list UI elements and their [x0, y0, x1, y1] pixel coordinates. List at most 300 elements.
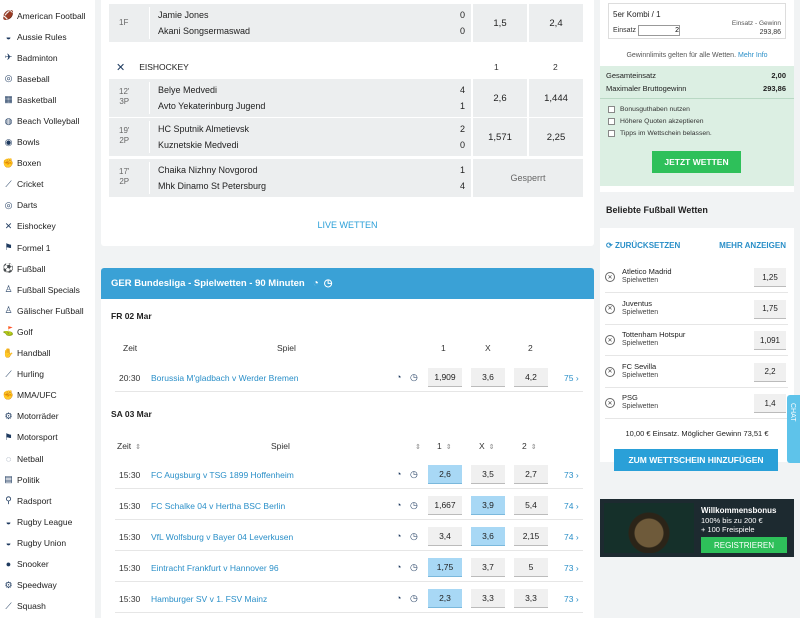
sports-sidebar	[0, 0, 95, 618]
sidebar-item[interactable]	[0, 47, 95, 68]
stats-icon[interactable]: ◔	[396, 372, 402, 382]
more-count: 73	[564, 563, 574, 573]
odd-button[interactable]: 2,6	[471, 79, 527, 117]
match-name-link[interactable]: Hamburger SV v 1. FSV Mainz	[151, 594, 268, 604]
sidebar-item[interactable]	[0, 237, 95, 258]
match-minute: 17'	[119, 167, 130, 176]
max-win-value: 293,86	[763, 84, 786, 93]
speedway-icon: ⚙	[4, 579, 13, 590]
odd-button[interactable]: 3,3	[514, 589, 548, 608]
total-stake-label: Gesamteinsatz	[606, 71, 657, 80]
team-row	[150, 23, 471, 39]
sidebar-item-label: Speedway	[17, 580, 57, 591]
live-event-time	[119, 126, 129, 146]
column-header-time: Zeit	[123, 343, 138, 353]
bowls-icon: ◉	[4, 136, 13, 147]
sidebar-item-label: Rugby League	[17, 516, 73, 527]
column-header-x[interactable]	[479, 441, 495, 451]
sidebar-item-label: Gälischer Fußball	[17, 305, 84, 316]
odd-button[interactable]: 1,571	[471, 118, 527, 156]
live-event-teams	[149, 162, 471, 194]
reset-label: ZURÜCKSETZEN	[614, 241, 681, 250]
sidebar-item-label: Baseball	[17, 73, 50, 84]
team-name: Kuznetskie Medvedi	[158, 140, 239, 150]
popular-summary: 10,00 € Einsatz. Möglicher Gewinn 73,51 €	[625, 429, 769, 438]
cycling-icon: ⚲	[5, 495, 12, 506]
politics-icon: ▤	[4, 474, 13, 485]
column-header-2: 2	[553, 62, 558, 72]
sidebar-item[interactable]	[0, 532, 95, 553]
football-specials-icon: ♙	[4, 284, 13, 295]
more-markets-link[interactable]	[564, 501, 579, 511]
more-info-link[interactable]: Mehr Info	[737, 52, 768, 59]
team-name: Avto Yekaterinburg Jugend	[158, 101, 266, 111]
odd-button[interactable]: 2,15	[514, 527, 548, 546]
limit-text: Gewinnlimits gelten für alle Wetten.	[626, 52, 737, 59]
stopwatch-icon[interactable]: ◷	[323, 278, 333, 289]
odd-button[interactable]: 1,75	[754, 300, 786, 319]
team-name: Akani Songsermaswad	[158, 26, 251, 36]
sidebar-item-label: Darts	[17, 200, 38, 211]
odd-button[interactable]: 3,9	[471, 496, 505, 515]
sidebar-item-label: Aussie Rules	[17, 31, 67, 42]
match-time: 15:30	[119, 532, 141, 542]
sidebar-item-label: Golf	[17, 326, 33, 337]
mma-icon: ✊	[2, 389, 15, 400]
stopwatch-icon[interactable]: ◷	[410, 562, 418, 572]
beach-volleyball-icon: ◍	[4, 115, 13, 126]
payout-value: 293,86	[759, 29, 781, 36]
pick-team: Juventus	[622, 298, 653, 308]
date-heading: SA 03 Mar	[111, 409, 152, 419]
sidebar-item[interactable]	[0, 596, 95, 617]
odd-button[interactable]: 2,25	[527, 118, 583, 156]
reset-button[interactable]	[606, 241, 680, 250]
sidebar-item[interactable]	[0, 132, 95, 153]
remove-icon[interactable]: ✕	[605, 335, 615, 345]
more-count: 74	[564, 532, 574, 542]
sidebar-item-label: Bowls	[17, 137, 40, 148]
squash-icon: ⟋	[5, 600, 12, 611]
show-more-button[interactable]: MEHR ANZEIGEN	[719, 241, 786, 250]
sidebar-item-label: Radsport	[17, 495, 52, 506]
stopwatch-icon[interactable]: ◷	[410, 469, 418, 479]
sidebar-item-label: Boxen	[17, 158, 42, 169]
column-label: 1	[437, 441, 442, 451]
netball-icon: ◌	[5, 453, 12, 464]
darts-icon: ◎	[4, 199, 13, 210]
live-event-time	[119, 167, 129, 187]
column-header-1[interactable]	[437, 441, 452, 451]
team-score: 0	[459, 26, 465, 36]
match-name-link[interactable]: FC Schalke 04 v Hertha BSC Berlin	[151, 501, 286, 511]
sort-icon[interactable]: ⇕	[445, 444, 452, 451]
section-label: EISHOCKEY	[139, 62, 189, 72]
popular-pick-row	[605, 294, 788, 325]
stake-input[interactable]	[638, 25, 680, 36]
match-time: 15:30	[119, 563, 141, 573]
boxing-icon: ✊	[2, 157, 15, 168]
odd-button[interactable]: 5,4	[514, 496, 548, 515]
divider	[600, 98, 794, 99]
roulette-image	[604, 503, 694, 553]
popular-pick-row	[605, 262, 788, 293]
basketball-icon: ▦	[4, 94, 13, 105]
sidebar-item-label: Politik	[17, 474, 40, 485]
popular-bets-title: Beliebte Fußball Wetten	[606, 205, 708, 215]
team-row	[150, 178, 471, 194]
team-score: 0	[459, 10, 465, 20]
live-event-teams	[149, 7, 471, 39]
stats-icon[interactable]: ◔	[396, 500, 402, 510]
live-event-group	[109, 118, 583, 156]
odd-button[interactable]: 3,6	[471, 527, 505, 546]
odd-button[interactable]: 1,25	[754, 268, 786, 287]
odd-button[interactable]: 2,6	[428, 465, 462, 484]
team-row	[150, 121, 471, 137]
team-row	[150, 98, 471, 114]
odd-button[interactable]: 2,3	[428, 589, 462, 608]
pick-team: Tottenham Hotspur	[622, 330, 686, 339]
sidebar-item[interactable]	[0, 5, 95, 26]
more-markets-link[interactable]	[564, 594, 579, 604]
team-name: Belye Medvedi	[158, 85, 218, 95]
column-label: X	[479, 441, 485, 451]
live-event-group	[109, 159, 583, 197]
remove-icon[interactable]: ✕	[605, 304, 615, 314]
snooker-icon: ●	[5, 558, 12, 569]
limit-note	[600, 52, 794, 59]
handball-icon: ✋	[2, 347, 15, 358]
live-event-teams	[149, 82, 471, 114]
sidebar-item[interactable]	[0, 448, 95, 469]
pick-market: Spielwetten	[622, 308, 659, 316]
team-name: HC Sputnik Almetievsk	[158, 124, 250, 134]
sidebar-item-label: Handball	[17, 348, 51, 359]
sidebar-item[interactable]	[0, 553, 95, 574]
team-row	[150, 82, 471, 98]
stats-icon[interactable]: ◔	[396, 593, 402, 603]
chat-tab-label: CHAT	[789, 403, 796, 422]
sidebar-item[interactable]	[0, 321, 95, 342]
stats-icon[interactable]: ◔	[396, 469, 402, 479]
rugby-league-icon: ◒	[5, 516, 12, 527]
sidebar-item[interactable]	[0, 343, 95, 364]
column-header-1: 1	[441, 343, 446, 353]
chevron-right-icon: ›	[575, 532, 579, 542]
column-header-game: Spiel	[277, 343, 296, 353]
option-keep-tips[interactable]	[608, 130, 712, 137]
sidebar-item-label: American Football	[17, 10, 86, 21]
sidebar-item[interactable]	[0, 68, 95, 89]
team-name: Chaika Nizhny Novgorod	[158, 165, 258, 175]
odd-button[interactable]: 3,5	[471, 465, 505, 484]
banner-line: 100% bis zu 200 €	[701, 516, 763, 525]
odd-button[interactable]: 3,3	[471, 589, 505, 608]
stopwatch-icon[interactable]: ◷	[410, 593, 418, 603]
more-count: 74	[564, 501, 574, 511]
match-name-link[interactable]: VfL Wolfsburg v Bayer 04 Leverkusen	[151, 532, 294, 542]
stake-label: Einsatz	[613, 27, 636, 34]
column-label: Zeit	[117, 441, 132, 451]
match-row	[115, 523, 583, 551]
sidebar-item-label: Squash	[17, 601, 46, 612]
team-score: 4	[459, 85, 465, 95]
option-higher-odds[interactable]	[608, 118, 704, 125]
pick-market: Spielwetten	[622, 340, 659, 347]
live-events-panel	[101, 0, 594, 246]
column-header-game: Spiel	[271, 441, 290, 451]
odd-button[interactable]: 3,4	[428, 527, 462, 546]
more-count: 73	[564, 594, 574, 604]
add-to-betslip-button[interactable]: ZUM WETTSCHEIN HINZUFÜGEN	[614, 449, 778, 471]
more-markets-link[interactable]	[564, 532, 579, 542]
sidebar-item-label: Rugby Union	[17, 537, 67, 548]
odd-button[interactable]: 2,2	[754, 363, 786, 382]
live-event-time	[119, 87, 129, 107]
more-markets-link[interactable]	[564, 373, 579, 383]
pick-team: PSG	[622, 393, 638, 402]
more-count: 75	[564, 373, 574, 383]
match-row	[115, 585, 583, 613]
checkbox[interactable]	[608, 118, 615, 125]
gaelic-football-icon: ♙	[4, 305, 13, 316]
sidebar-item[interactable]	[0, 174, 95, 195]
sidebar-item[interactable]	[0, 406, 95, 427]
popular-controls	[606, 241, 786, 250]
column-header-2: 2	[528, 343, 533, 353]
match-time: 20:30	[119, 373, 141, 383]
sort-icon[interactable]: ⇕	[488, 444, 495, 451]
team-row	[150, 162, 471, 178]
rugby-union-icon: ◒	[5, 537, 12, 548]
match-period: 3P	[119, 97, 130, 106]
live-event-group	[109, 79, 583, 117]
total-stake-value: 2,00	[771, 71, 786, 80]
hurling-icon: ⟋	[5, 368, 12, 379]
match-period: 2P	[119, 136, 130, 145]
sidebar-item[interactable]	[0, 110, 95, 131]
kombi-title: 5er Kombi / 1	[613, 10, 661, 19]
banner-line: + 100 Freispiele	[701, 525, 755, 534]
stake-row	[613, 25, 680, 36]
sidebar-item[interactable]	[0, 153, 95, 174]
bundesliga-title: GER Bundesliga - Spielwetten - 90 Minuten	[111, 278, 305, 289]
sidebar-item[interactable]	[0, 364, 95, 385]
more-markets-link[interactable]	[564, 563, 579, 573]
formula-one-icon: ⚑	[4, 242, 13, 253]
match-row	[115, 554, 583, 582]
max-win-row	[606, 84, 786, 93]
sort-icon[interactable]: ⇕	[415, 444, 421, 451]
stats-icon[interactable]: ◔	[312, 278, 319, 289]
match-row	[115, 492, 583, 520]
sidebar-item-label: Motorräder	[17, 411, 59, 422]
chevron-right-icon: ›	[575, 470, 579, 480]
banner-title: Willkommensbonus	[701, 506, 777, 515]
welcome-bonus-banner[interactable]	[600, 499, 794, 557]
place-bet-button[interactable]: JETZT WETTEN	[652, 151, 741, 173]
pick-team: Atletico Madrid	[622, 267, 672, 276]
sidebar-item-label: Basketball	[17, 94, 57, 105]
live-bets-link[interactable]: LIVE WETTEN	[317, 220, 378, 230]
chevron-right-icon: ›	[575, 563, 579, 573]
match-name-link[interactable]: Borussia M'gladbach v Werder Bremen	[151, 373, 299, 383]
checkbox[interactable]	[608, 106, 615, 113]
odd-button[interactable]: 4,2	[514, 368, 548, 387]
pick-market: Spielwetten	[622, 371, 659, 379]
team-score: 4	[459, 181, 465, 191]
sidebar-item-label: Motorsport	[17, 432, 58, 443]
sidebar-item[interactable]	[0, 26, 95, 47]
match-row	[115, 461, 583, 489]
sidebar-item-label: Formel 1	[17, 242, 51, 253]
odd-button[interactable]: 2,7	[514, 465, 548, 484]
live-event-time: 1F	[119, 18, 129, 27]
team-name: Jamie Jones	[158, 10, 209, 20]
team-score: 2	[459, 124, 465, 134]
sidebar-item[interactable]	[0, 258, 95, 279]
odd-button[interactable]: 1,444	[527, 79, 583, 117]
sidebar-item[interactable]	[0, 195, 95, 216]
match-name-link[interactable]: Eintracht Frankfurt v Hannover 96	[151, 563, 279, 573]
payout-label: Einsatz - Gewinn	[731, 20, 781, 27]
sidebar-item[interactable]	[0, 575, 95, 596]
popular-pick-row	[605, 325, 788, 356]
total-stake-row	[606, 71, 786, 80]
baseball-icon: ◎	[4, 73, 13, 84]
option-label: Höhere Quoten akzeptieren	[620, 118, 704, 125]
match-name-link[interactable]: FC Augsburg v TSG 1899 Hoffenheim	[151, 470, 294, 480]
sidebar-item[interactable]	[0, 427, 95, 448]
more-count: 73	[564, 470, 574, 480]
match-minute: 12'	[119, 87, 130, 96]
aussie-rules-icon: ◒	[5, 31, 12, 42]
odd-button[interactable]: 5	[514, 558, 548, 577]
live-event-group	[109, 4, 583, 42]
team-row	[150, 137, 471, 153]
popular-pick-row	[605, 357, 788, 388]
pick-market: Spielwetten	[622, 277, 659, 284]
popular-pick-row	[605, 388, 788, 419]
sidebar-item[interactable]	[0, 469, 95, 490]
team-row	[150, 7, 471, 23]
sidebar-item-label: Fußball Specials	[17, 284, 80, 295]
cricket-icon: ⟋	[5, 178, 12, 189]
odd-button[interactable]: 3,6	[471, 368, 505, 387]
bundesliga-header[interactable]	[101, 268, 594, 299]
odd-button[interactable]: 1,909	[428, 368, 462, 387]
sidebar-item[interactable]	[0, 385, 95, 406]
column-header-2[interactable]	[522, 441, 537, 451]
column-label: 2	[522, 441, 527, 451]
checkbox[interactable]	[608, 130, 615, 137]
pick-market: Spielwetten	[622, 403, 659, 410]
live-event-teams	[149, 121, 471, 153]
bundesliga-panel	[101, 268, 594, 618]
popular-bets-panel	[600, 228, 794, 465]
sidebar-item[interactable]	[0, 490, 95, 511]
market-suspended: Gesperrt	[471, 159, 583, 197]
remove-icon[interactable]: ✕	[605, 367, 615, 377]
sidebar-item-label: Eishockey	[17, 221, 56, 232]
stats-icon[interactable]: ◔	[396, 562, 402, 572]
sidebar-item[interactable]	[0, 216, 95, 237]
odd-button[interactable]: 3,7	[471, 558, 505, 577]
sidebar-item-label: Hurling	[17, 369, 44, 380]
more-markets-link[interactable]	[564, 470, 579, 480]
odd-button[interactable]: 2,4	[527, 4, 583, 42]
badminton-icon: ✈	[4, 52, 13, 63]
column-header-1: 1	[494, 62, 499, 72]
chevron-right-icon: ›	[575, 594, 579, 604]
odd-button[interactable]: 1,091	[754, 331, 786, 350]
column-header-time[interactable]	[117, 441, 141, 451]
chevron-right-icon: ›	[575, 373, 579, 383]
match-minute: 19'	[119, 126, 130, 135]
match-time: 15:30	[119, 470, 141, 480]
option-label: Tipps im Wettschein belassen.	[620, 130, 712, 137]
column-header-x: X	[485, 343, 491, 353]
motorsport-icon: ⚑	[4, 431, 13, 442]
option-bonus[interactable]	[608, 106, 690, 113]
chevron-right-icon: ›	[575, 501, 579, 511]
stopwatch-icon[interactable]: ◷	[410, 372, 418, 382]
option-label: Bonusguthaben nutzen	[620, 106, 690, 113]
motorbike-icon: ⚙	[4, 410, 13, 421]
odd-button[interactable]: 1,75	[428, 558, 462, 577]
match-row	[115, 364, 583, 392]
golf-icon: ⛳	[2, 326, 15, 337]
date-heading: FR 02 Mar	[111, 311, 152, 321]
eishockey-section-header	[116, 60, 586, 74]
remove-icon[interactable]: ✕	[605, 398, 615, 408]
register-button[interactable]: REGISTRIEREN	[701, 537, 787, 553]
sidebar-item[interactable]	[0, 279, 95, 300]
sort-icon[interactable]: ⇕	[530, 444, 537, 451]
sidebar-item-label: Badminton	[17, 52, 58, 63]
sidebar-item[interactable]	[0, 300, 95, 321]
odd-button[interactable]: 1,5	[471, 4, 527, 42]
ice-hockey-icon: ✕	[116, 61, 126, 74]
sidebar-item-label: Snooker	[17, 558, 49, 569]
sidebar-item-label: Netball	[17, 453, 44, 464]
ice-hockey-icon: ✕	[4, 220, 13, 231]
team-name: Mhk Dinamo St Petersburg	[158, 181, 267, 191]
odd-button[interactable]: 1,4	[754, 394, 786, 413]
sidebar-item-label: Fußball	[17, 263, 46, 274]
sort-icon[interactable]: ⇕	[135, 444, 142, 451]
kombi-box	[608, 3, 786, 39]
stats-icon[interactable]: ◔	[396, 531, 402, 541]
sidebar-item[interactable]	[0, 89, 95, 110]
remove-icon[interactable]: ✕	[605, 272, 615, 282]
team-score: 0	[459, 140, 465, 150]
match-period: 2P	[119, 177, 130, 186]
football-icon: ⚽	[2, 263, 15, 274]
stopwatch-icon[interactable]: ◷	[410, 531, 418, 541]
chat-side-tab[interactable]	[787, 395, 800, 463]
sidebar-item[interactable]	[0, 511, 95, 532]
team-score: 1	[459, 101, 465, 111]
match-time: 15:30	[119, 594, 141, 604]
stopwatch-icon[interactable]: ◷	[410, 500, 418, 510]
american-football-icon: 🏈	[2, 10, 15, 21]
sidebar-item-label: Beach Volleyball	[17, 116, 80, 127]
sidebar-item-label: Cricket	[17, 179, 44, 190]
match-time: 15:30	[119, 501, 141, 511]
odd-button[interactable]: 1,667	[428, 496, 462, 515]
